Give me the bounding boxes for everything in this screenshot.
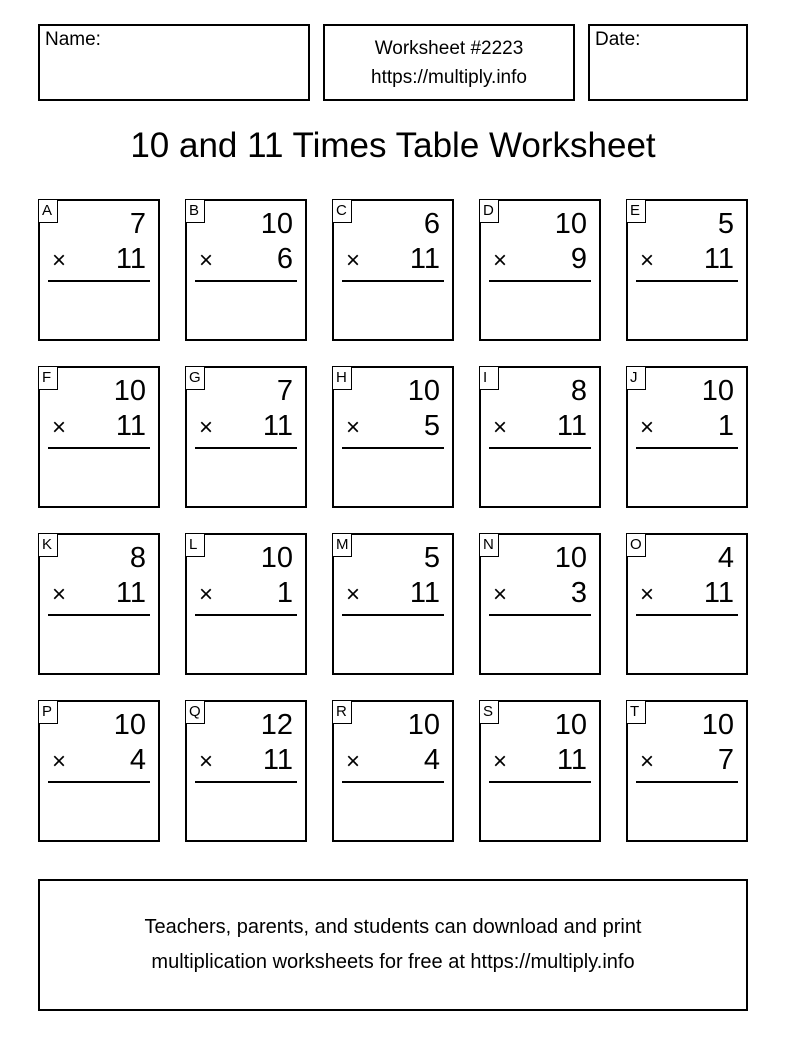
answer-rule	[195, 280, 297, 282]
times-sign: ×	[52, 414, 67, 441]
times-sign: ×	[199, 247, 214, 274]
times-sign: ×	[493, 581, 508, 608]
worksheet-site: https://multiply.info	[371, 66, 527, 88]
problem-card[interactable]	[479, 700, 601, 842]
problem-card[interactable]	[626, 700, 748, 842]
times-sign: ×	[199, 581, 214, 608]
problem-letter: L	[185, 533, 205, 557]
name-label: Name:	[45, 29, 101, 50]
problem-letter: C	[332, 199, 352, 223]
problem-letter: S	[479, 700, 499, 724]
times-sign: ×	[199, 414, 214, 441]
name-field[interactable]	[38, 24, 310, 101]
answer-rule	[636, 614, 738, 616]
answer-rule	[636, 280, 738, 282]
answer-rule	[48, 280, 150, 282]
worksheet-info-box	[323, 24, 575, 101]
answer-rule	[48, 781, 150, 783]
multiplier: 11	[703, 243, 734, 275]
multiplier: 1	[276, 577, 293, 609]
times-sign: ×	[640, 414, 655, 441]
multiplicand: 5	[423, 542, 440, 574]
answer-rule	[489, 781, 591, 783]
multiplicand: 10	[260, 542, 293, 574]
problem-card[interactable]	[332, 366, 454, 508]
multiplicand: 10	[407, 709, 440, 741]
date-label: Date:	[595, 29, 641, 50]
multiplicand: 6	[423, 208, 440, 240]
problem-letter: D	[479, 199, 499, 223]
problem-letter: H	[332, 366, 352, 390]
problem-letter: Q	[185, 700, 205, 724]
problem-letter: A	[38, 199, 58, 223]
answer-rule	[636, 447, 738, 449]
answer-rule	[195, 447, 297, 449]
problem-letter: B	[185, 199, 205, 223]
times-sign: ×	[346, 414, 361, 441]
multiplier: 11	[556, 744, 587, 776]
times-sign: ×	[52, 247, 67, 274]
multiplier: 11	[409, 243, 440, 275]
multiplier: 4	[129, 744, 146, 776]
problem-card[interactable]	[185, 700, 307, 842]
answer-rule	[48, 447, 150, 449]
multiplier: 7	[717, 744, 734, 776]
page-title: 10 and 11 Times Table Worksheet	[130, 126, 656, 165]
problem-letter: O	[626, 533, 646, 557]
multiplicand: 10	[113, 375, 146, 407]
problem-card[interactable]	[479, 366, 601, 508]
answer-rule	[342, 280, 444, 282]
problem-letter: I	[479, 366, 499, 390]
answer-rule	[342, 614, 444, 616]
multiplier: 11	[703, 577, 734, 609]
multiplier: 11	[115, 410, 146, 442]
multiplier: 11	[409, 577, 440, 609]
times-sign: ×	[346, 581, 361, 608]
problem-letter: P	[38, 700, 58, 724]
answer-rule	[342, 781, 444, 783]
answer-rule	[48, 614, 150, 616]
multiplicand: 7	[276, 375, 293, 407]
problem-letter: J	[626, 366, 646, 390]
multiplier: 5	[423, 410, 440, 442]
multiplier: 1	[717, 410, 734, 442]
multiplicand: 10	[701, 709, 734, 741]
multiplicand: 10	[554, 208, 587, 240]
problem-card[interactable]	[626, 533, 748, 675]
problem-letter: K	[38, 533, 58, 557]
multiplicand: 8	[129, 542, 146, 574]
footer-box	[38, 879, 748, 1011]
times-sign: ×	[52, 748, 67, 775]
problem-letter: R	[332, 700, 352, 724]
problem-card[interactable]	[38, 533, 160, 675]
times-sign: ×	[52, 581, 67, 608]
problem-card[interactable]	[332, 533, 454, 675]
multiplicand: 10	[554, 709, 587, 741]
problem-letter: F	[38, 366, 58, 390]
problem-letter: T	[626, 700, 646, 724]
problem-card[interactable]	[38, 199, 160, 341]
footer-line-1: Teachers, parents, and students can download and print	[144, 916, 642, 938]
multiplier: 11	[262, 744, 293, 776]
problem-card[interactable]	[185, 533, 307, 675]
multiplier: 11	[115, 577, 146, 609]
answer-rule	[489, 280, 591, 282]
multiplier: 11	[262, 410, 293, 442]
answer-rule	[195, 781, 297, 783]
multiplier: 6	[276, 243, 293, 275]
times-sign: ×	[640, 247, 655, 274]
multiplier: 11	[115, 243, 146, 275]
multiplicand: 12	[260, 709, 293, 741]
multiplier: 9	[570, 243, 587, 275]
times-sign: ×	[640, 581, 655, 608]
answer-rule	[636, 781, 738, 783]
problem-card[interactable]	[479, 199, 601, 341]
problem-card[interactable]	[626, 199, 748, 341]
times-sign: ×	[640, 748, 655, 775]
problem-card[interactable]	[479, 533, 601, 675]
problem-letter: M	[332, 533, 352, 557]
times-sign: ×	[199, 748, 214, 775]
multiplicand: 10	[113, 709, 146, 741]
problem-card[interactable]	[332, 700, 454, 842]
answer-rule	[342, 447, 444, 449]
problem-card[interactable]	[185, 366, 307, 508]
times-sign: ×	[346, 247, 361, 274]
multiplicand: 10	[407, 375, 440, 407]
answer-rule	[489, 447, 591, 449]
multiplier: 4	[423, 744, 440, 776]
times-sign: ×	[493, 247, 508, 274]
multiplicand: 7	[129, 208, 146, 240]
worksheet-id: Worksheet #2223	[374, 37, 524, 59]
problem-card[interactable]	[626, 366, 748, 508]
footer-line-2: multiplication worksheets for free at https://multiply.info	[151, 951, 635, 973]
multiplicand: 5	[717, 208, 734, 240]
multiplicand: 10	[701, 375, 734, 407]
multiplier: 11	[556, 410, 587, 442]
multiplicand: 4	[717, 542, 734, 574]
answer-rule	[489, 614, 591, 616]
date-field[interactable]	[588, 24, 748, 101]
answer-rule	[195, 614, 297, 616]
times-sign: ×	[493, 414, 508, 441]
problem-card[interactable]	[38, 700, 160, 842]
problem-card[interactable]	[185, 199, 307, 341]
times-sign: ×	[493, 748, 508, 775]
multiplier: 3	[570, 577, 587, 609]
problem-card[interactable]	[38, 366, 160, 508]
problem-letter: E	[626, 199, 646, 223]
problem-letter: G	[185, 366, 205, 390]
times-sign: ×	[346, 748, 361, 775]
problem-card[interactable]	[332, 199, 454, 341]
multiplicand: 8	[570, 375, 587, 407]
multiplicand: 10	[554, 542, 587, 574]
multiplicand: 10	[260, 208, 293, 240]
problem-letter: N	[479, 533, 499, 557]
